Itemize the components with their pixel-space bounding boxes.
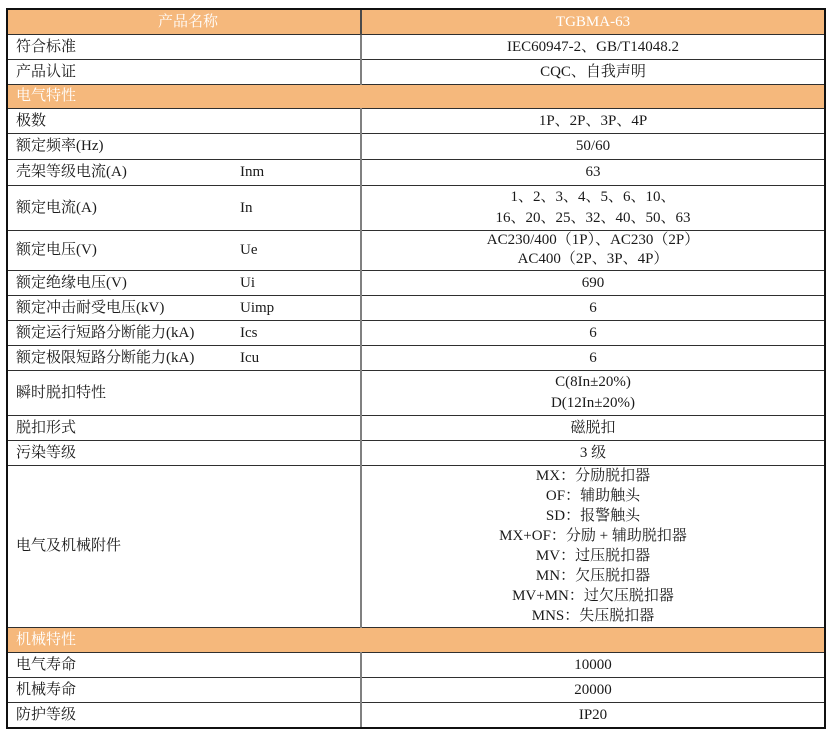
section-header-row	[8, 627, 824, 652]
table-row	[8, 185, 824, 230]
table-row	[8, 652, 824, 677]
table-row	[8, 702, 824, 727]
row-value: IP20	[361, 702, 824, 727]
row-label: 额定频率(Hz)	[8, 133, 361, 159]
row-label-text: 额定电流(A)	[16, 199, 97, 216]
table-row	[8, 34, 824, 59]
row-label	[8, 185, 361, 230]
row-symbol: Uimp	[240, 299, 275, 316]
table-row	[8, 295, 824, 320]
table-row	[8, 320, 824, 345]
section-header-row	[8, 84, 824, 108]
value-line: AC400（2P、3P、4P）	[517, 251, 669, 267]
row-value: CQC、自我声明	[361, 59, 824, 84]
row-value	[361, 465, 824, 627]
row-label-text: 壳架等级电流(A)	[16, 164, 127, 180]
row-label-text: 额定电压(V)	[16, 242, 97, 258]
row-label	[8, 345, 361, 370]
table-row	[8, 230, 824, 270]
value-line: D(12In±20%)	[550, 394, 636, 411]
value-line: AC230/400（1P）、AC230（2P）	[486, 232, 700, 248]
row-symbol: Ui	[240, 274, 255, 291]
row-value: 1P、2P、3P、4P	[361, 108, 824, 133]
row-label	[8, 230, 361, 270]
table-row	[8, 59, 824, 84]
table-row	[8, 133, 824, 159]
table-row	[8, 677, 824, 702]
value-line: MX：分励脱扣器	[535, 468, 651, 484]
row-label-text: 额定冲击耐受电压(kV)	[16, 299, 165, 316]
row-value: 磁脱扣	[361, 415, 824, 440]
row-label-text: 额定运行短路分断能力(kA)	[16, 324, 195, 341]
row-value: IEC60947-2、GB/T14048.2	[361, 34, 824, 59]
row-value: 6	[361, 345, 824, 370]
value-line: OF：辅助触头	[545, 488, 641, 504]
row-value	[361, 370, 824, 415]
row-label	[8, 295, 361, 320]
row-symbol: Ue	[240, 242, 258, 258]
product-spec-table	[6, 8, 826, 729]
row-label: 防护等级	[8, 702, 361, 727]
row-value: 50/60	[361, 133, 824, 159]
row-symbol: Inm	[240, 164, 265, 180]
row-value: 10000	[361, 652, 824, 677]
row-label-text: 额定绝缘电压(V)	[16, 274, 127, 291]
row-label: 产品认证	[8, 59, 361, 84]
product-name-header: 产品名称	[8, 10, 361, 34]
table-row	[8, 108, 824, 133]
row-label: 污染等级	[8, 440, 361, 465]
row-label	[8, 159, 361, 185]
value-line: SD：报警触头	[545, 508, 641, 524]
row-label: 机械寿命	[8, 677, 361, 702]
value-line: MV+MN：过欠压脱扣器	[512, 588, 674, 604]
row-label: 极数	[8, 108, 361, 133]
table-row	[8, 440, 824, 465]
row-label: 瞬时脱扣特性	[8, 370, 361, 415]
table-header-row	[8, 10, 824, 34]
table-row	[8, 270, 824, 295]
row-label: 电气寿命	[8, 652, 361, 677]
row-value	[361, 230, 824, 270]
table-row	[8, 159, 824, 185]
table-row	[8, 415, 824, 440]
row-value	[361, 185, 824, 230]
table-row	[8, 465, 824, 627]
table-row	[8, 345, 824, 370]
value-line: MNS：失压脱扣器	[531, 608, 655, 624]
value-line: 1、2、3、4、5、6、10、	[510, 188, 676, 205]
row-label-text: 额定极限短路分断能力(kA)	[16, 349, 195, 366]
value-line: 16、20、25、32、40、50、63	[495, 209, 691, 226]
value-line: MX+OF：分励 + 辅助脱扣器	[499, 528, 687, 544]
row-label: 电气及机械附件	[8, 465, 361, 627]
section-title: 机械特性	[8, 627, 824, 652]
row-value: 20000	[361, 677, 824, 702]
value-line: MN：欠压脱扣器	[535, 568, 651, 584]
row-symbol: Ics	[240, 324, 258, 341]
row-label	[8, 270, 361, 295]
spec-table	[8, 10, 824, 727]
product-model: TGBMA-63	[361, 10, 824, 34]
row-value: 6	[361, 320, 824, 345]
row-value: 690	[361, 270, 824, 295]
row-symbol: In	[240, 199, 253, 216]
table-row	[8, 370, 824, 415]
row-value: 3 级	[361, 440, 824, 465]
row-label	[8, 320, 361, 345]
row-symbol: Icu	[240, 349, 260, 366]
value-line: C(8In±20%)	[555, 373, 631, 390]
row-label: 脱扣形式	[8, 415, 361, 440]
section-title: 电气特性	[8, 84, 824, 108]
value-line: MV：过压脱扣器	[535, 548, 651, 564]
row-value: 6	[361, 295, 824, 320]
row-value: 63	[361, 159, 824, 185]
row-label: 符合标准	[8, 34, 361, 59]
